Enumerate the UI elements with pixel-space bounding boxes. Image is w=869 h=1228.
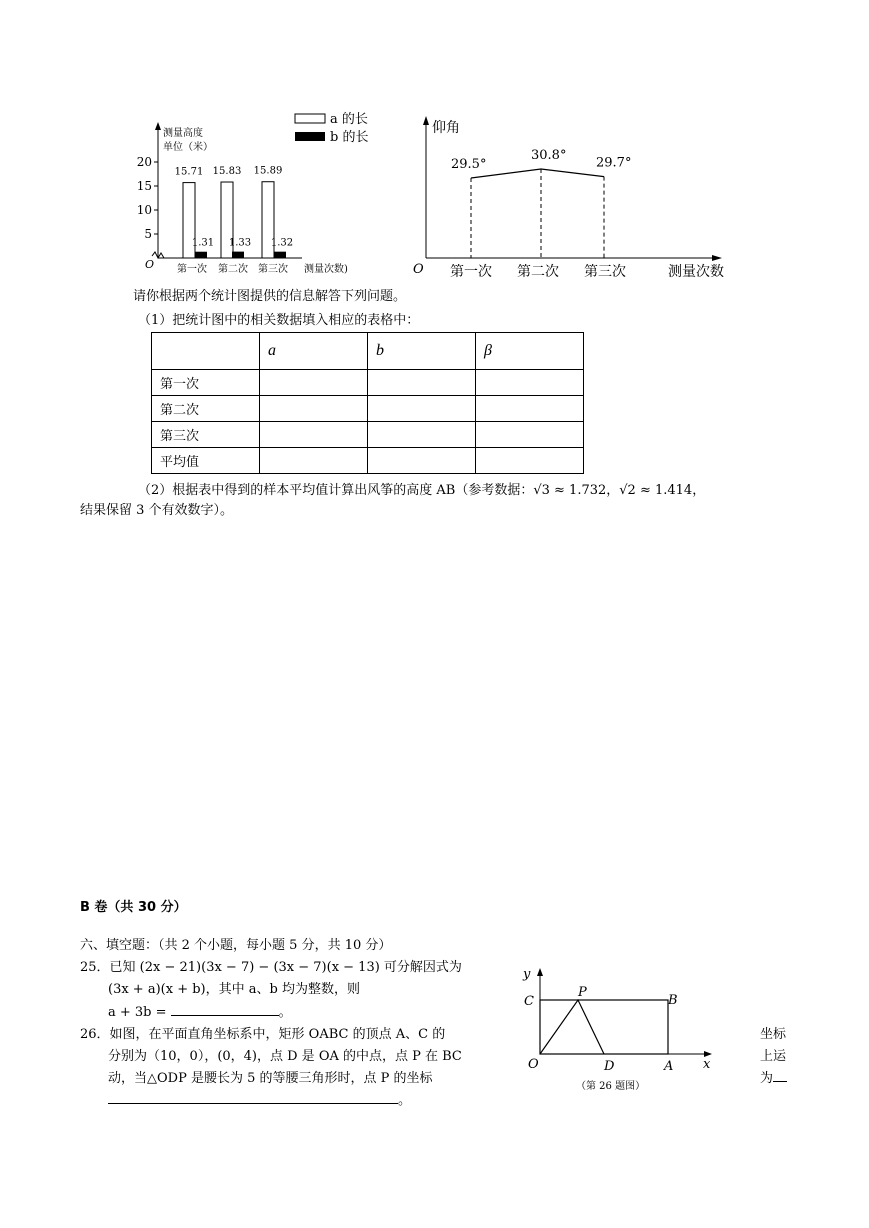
origin-label: O xyxy=(413,262,424,277)
triangle-odp xyxy=(540,1000,604,1054)
bars xyxy=(175,166,293,258)
q26-line3: 动，当△ODP 是腰长为 5 的等腰三角形时，点 P 的坐标 xyxy=(108,1071,433,1086)
bar-b xyxy=(195,252,207,258)
row-label: 平均值 xyxy=(152,448,260,474)
question-2-line2: 结果保留 3 个有效数字）。 xyxy=(80,503,234,518)
table-header-cell: β xyxy=(476,333,584,370)
answer-cell[interactable] xyxy=(368,448,476,474)
bar-b xyxy=(274,252,286,258)
q26-right-blank[interactable] xyxy=(773,1067,787,1082)
y-tick-label: 15 xyxy=(136,179,152,193)
row-label: 第一次 xyxy=(152,370,260,396)
label-x: x xyxy=(703,1057,711,1072)
label-d: D xyxy=(604,1059,615,1074)
q26-period: 。 xyxy=(398,1093,412,1108)
section-b-title: B 卷（共 30 分） xyxy=(80,900,187,915)
y-tick-label: 10 xyxy=(136,203,152,217)
table-header-row xyxy=(152,333,584,370)
bar-b xyxy=(232,252,244,258)
bar-chart xyxy=(136,108,370,280)
legend-b-label: b 的长 xyxy=(330,130,369,145)
y-axis-title: 仰角 xyxy=(432,120,460,136)
line-x-title: 测量次数 xyxy=(668,264,724,280)
label-b: B xyxy=(668,993,678,1008)
row-label: 第二次 xyxy=(152,396,260,422)
answer-cell[interactable] xyxy=(260,396,368,422)
y-axis-title-1: 测量高度 xyxy=(163,128,203,139)
table-header-cell: b xyxy=(368,333,476,370)
question-2-line1: （2）根据表中得到的样本平均值计算出风筝的高度 AB（参考数据：√3 ≈ 1.732，√2 ≈ 1.414， xyxy=(138,483,706,498)
answer-cell[interactable] xyxy=(260,422,368,448)
label-p: P xyxy=(578,985,587,1000)
line-cat-3: 第三次 xyxy=(584,264,626,280)
q25-line2: (3x + a)(x + b)，其中 a、b 均为整数，则 xyxy=(108,982,360,997)
angle-value-label: 30.8° xyxy=(531,148,567,163)
angle-value-label: 29.7° xyxy=(596,155,632,171)
line-cat-1: 第一次 xyxy=(450,264,492,280)
table-row xyxy=(152,422,584,448)
angle-line xyxy=(471,169,604,178)
q25-period: 。 xyxy=(278,1005,292,1020)
y-tick-label: 5 xyxy=(144,227,152,241)
q25-expression: a + 3b = xyxy=(108,1005,167,1020)
y-axis-arrow xyxy=(155,122,161,130)
line-series xyxy=(451,148,631,258)
q26-line2: 分别为（10，0），(0，4)，点 D 是 OA 的中点，点 P 在 BC xyxy=(108,1049,462,1064)
table-row xyxy=(152,370,584,396)
origin-label: O xyxy=(145,258,155,271)
q25-answer-blank[interactable] xyxy=(171,1001,279,1016)
figure-26 xyxy=(518,962,718,1094)
bar-a-value: 15.83 xyxy=(212,166,242,178)
label-c: C xyxy=(524,994,534,1009)
answer-cell[interactable] xyxy=(476,370,584,396)
legend-a-label: a 的长 xyxy=(330,112,368,127)
bar-cat-3: 第三次 xyxy=(258,264,288,275)
bar-b-value: 1.32 xyxy=(270,237,294,249)
answer-table xyxy=(151,332,584,474)
table-row xyxy=(152,448,584,474)
q25-line1: 25．已知 (2x − 21)(3x − 7) − (3x − 7)(x − 13) 可分解因式为 xyxy=(80,960,462,975)
line-chart xyxy=(408,110,738,282)
q26-right-label: 为 xyxy=(760,1071,774,1086)
y-tick-label: 20 xyxy=(136,155,152,169)
q26-line4 xyxy=(108,1088,411,1114)
q26-right-2: 上运 xyxy=(760,1049,787,1064)
bar-x-title: 测量次数) xyxy=(304,264,348,275)
answer-cell[interactable] xyxy=(476,422,584,448)
table-row xyxy=(152,396,584,422)
answer-cell[interactable] xyxy=(476,396,584,422)
y-axis-title-2: 单位（米） xyxy=(163,142,213,153)
label-o: O xyxy=(528,1057,539,1072)
table-header-cell xyxy=(152,333,260,370)
bar-b-value: 1.31 xyxy=(191,237,215,249)
row-label: 第三次 xyxy=(152,422,260,448)
bar-cat-2: 第二次 xyxy=(218,264,248,275)
x-axis-arrow xyxy=(712,255,722,261)
q26-right-3 xyxy=(760,1066,787,1092)
bar-cat-1: 第一次 xyxy=(177,264,207,275)
answer-cell[interactable] xyxy=(260,370,368,396)
section-six-title: 六、填空题：（共 2 个小题，每小题 5 分，共 10 分） xyxy=(80,938,392,953)
legend-a-swatch xyxy=(295,114,325,123)
label-y: y xyxy=(523,967,531,982)
answer-cell[interactable] xyxy=(368,422,476,448)
angle-value-label: 29.5° xyxy=(451,157,487,172)
legend-b-swatch xyxy=(295,132,325,141)
q26-answer-blank[interactable] xyxy=(108,1089,398,1104)
y-ticks xyxy=(137,155,158,241)
label-a: A xyxy=(664,1059,674,1074)
q26-line1: 26．如图，在平面直角坐标系中，矩形 OABC 的顶点 A、C 的 xyxy=(80,1027,446,1042)
bar-a-value: 15.89 xyxy=(253,165,283,177)
line-cat-2: 第二次 xyxy=(517,264,559,280)
answer-cell[interactable] xyxy=(368,370,476,396)
answer-cell[interactable] xyxy=(260,448,368,474)
bar-b-value: 1.33 xyxy=(228,237,252,249)
question-1: （1）把统计图中的相关数据填入相应的表格中： xyxy=(138,313,420,328)
y-axis-arrow xyxy=(423,116,429,125)
fig-y-arrow xyxy=(537,968,543,976)
bar-a-value: 15.71 xyxy=(174,166,204,178)
answer-cell[interactable] xyxy=(368,396,476,422)
answer-cell[interactable] xyxy=(476,448,584,474)
figure-caption: （第 26 题图） xyxy=(576,1081,646,1092)
question-intro: 请你根据两个统计图提供的信息解答下列问题。 xyxy=(133,289,407,304)
table-header-cell: a xyxy=(260,333,368,370)
q26-right-1: 坐标 xyxy=(760,1027,787,1042)
